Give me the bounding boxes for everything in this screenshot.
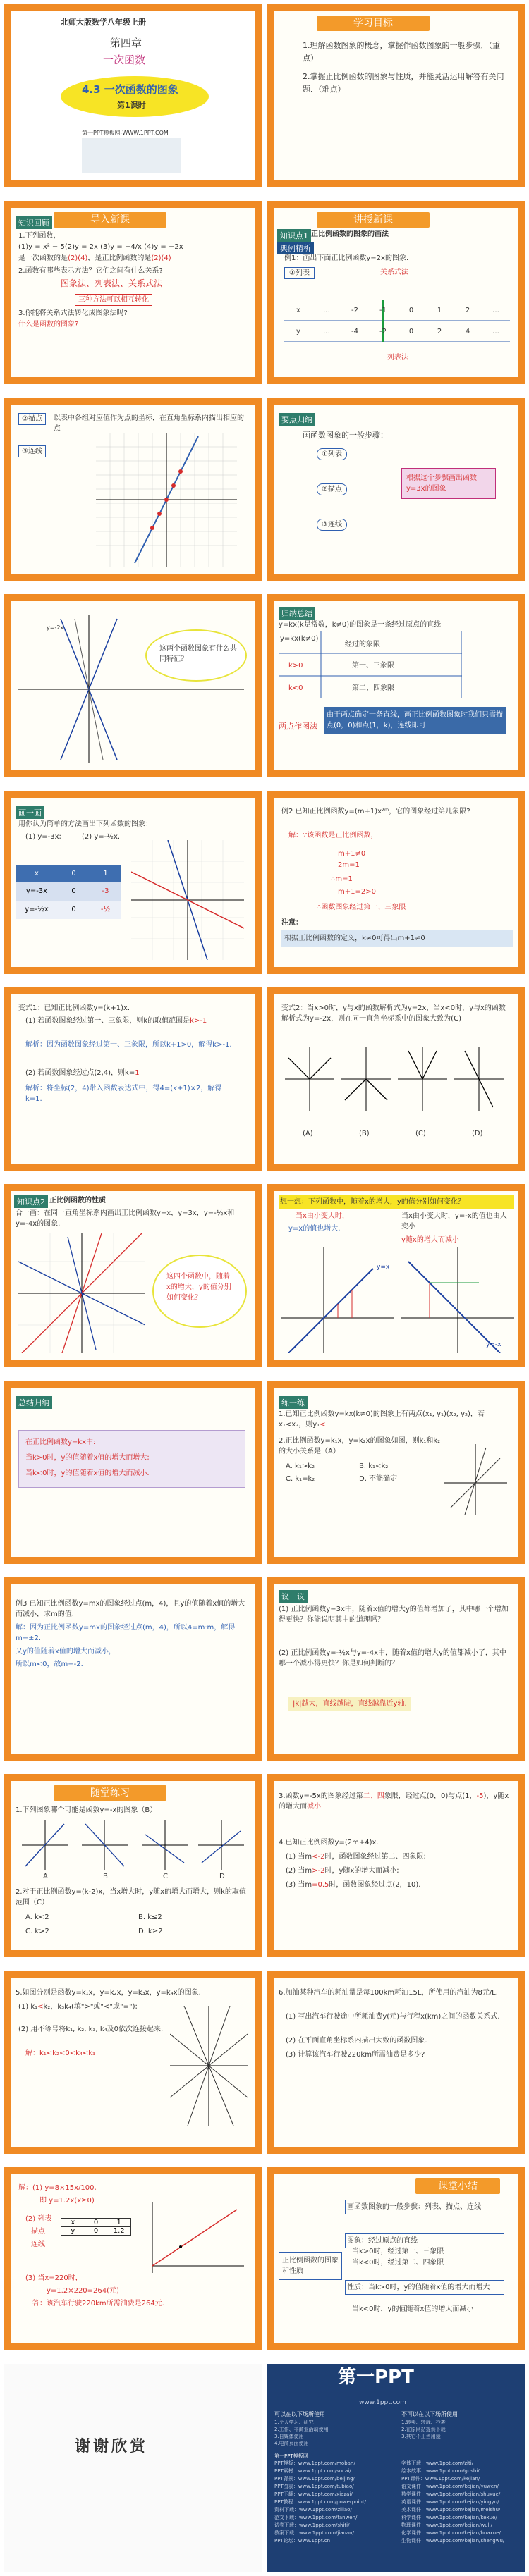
cell: 0 [93, 2227, 99, 2235]
section-title: 正比例函数的图象的画法 [311, 230, 389, 238]
link[interactable]: 科学课件：www.1ppt.com/kejian/kexue/ [401, 2515, 497, 2520]
q4a2: 时，函数图象经过第二、四象限; [324, 1853, 426, 1861]
cell: 1 [103, 870, 108, 877]
site-url: 第一PPT模板网-WWW.1PPT.COM [82, 130, 169, 136]
q1b-answer: (2)(4) [68, 254, 88, 262]
q4c2: 时，函数图象经过点(2，10). [329, 1881, 421, 1889]
f1: (1) y=-3x; [25, 833, 61, 841]
tag: 知识回顾 [16, 216, 52, 229]
slide-goals [267, 4, 525, 187]
slide-think [267, 1184, 525, 1367]
quad-negative: 第二、四象限 [352, 684, 394, 692]
bottom-illustration [82, 138, 181, 173]
link[interactable]: 语文课件：www.1ppt.com/kejian/yuwen/ [401, 2484, 499, 2489]
a4c: =0.5 [312, 1881, 329, 1889]
tag: 总结归纳 [16, 1396, 52, 1409]
example: 例2 已知正比例函数y=(m+1)x²ᵐ，它的图象经过第几象限? [281, 808, 470, 815]
link[interactable]: 英语课件：www.1ppt.com/kejian/yingyu/ [401, 2499, 499, 2505]
step2: ②描点 [18, 413, 46, 425]
a3: (3) 当x=220时， [25, 2274, 83, 2282]
col-header: 经过的象限 [345, 641, 380, 648]
b5: 性质：当k>0时，y的值随着x值的增大而增大 [345, 2280, 504, 2295]
a3c: 答：该汽车行驶220km所需油费是264元. [32, 2300, 164, 2307]
q3: 3.你能将关系式法转化成图象法吗? [18, 309, 128, 317]
option-graphs [281, 1044, 507, 1121]
cell: x [296, 307, 300, 314]
slide-summary-table [267, 594, 525, 777]
cell: y=-3x [25, 887, 48, 895]
q2: 2.函数有哪些表示方法？它们之间有什么关系? [18, 267, 163, 275]
goal-1: 1.理解函数图象的概念，掌握作函数图象的一般步骤．（重点） [303, 41, 500, 63]
item: 1.转卖、转载、抄袭 [401, 2420, 446, 2425]
tag: 练一练 [279, 1396, 308, 1409]
a2b: 描点 [31, 2228, 45, 2236]
opt-a: (A) [303, 1130, 313, 1138]
line-label: y=-2x [47, 624, 64, 631]
cell: 4 [465, 328, 470, 335]
data-table [16, 865, 121, 919]
link[interactable]: PPT论坛：www.1ppt.cn [274, 2538, 331, 2544]
link[interactable]: 生物课件：www.1ppt.com/kejian/shengwu/ [401, 2538, 505, 2544]
a2: (2) 列表 [25, 2215, 52, 2223]
label-a: A [43, 1873, 48, 1880]
f1: y=x [377, 1264, 390, 1271]
brand: 第一PPT [338, 2367, 414, 2388]
q2: (2) 正比例函数y=-½x与y=-4x中，随着x值的增大y的值都减小了，其中哪一个减小得更快？你是如何判断的？ [279, 1649, 506, 1668]
cell: y [296, 328, 300, 335]
q3-answer: 什么是函数的图象? [18, 321, 79, 328]
opt-b: (B) [359, 1130, 370, 1138]
q3: 3.函数y=-5x的图象经过第 [279, 1792, 363, 1800]
l4: y随x的增大而减小 [401, 1236, 459, 1244]
cell: 0 [71, 906, 76, 913]
slide-properties [4, 1184, 262, 1367]
solution: 解：∵该函数是正比例函数， [288, 832, 378, 839]
slide-example2 [267, 791, 525, 974]
a3c: 减小 [307, 1803, 321, 1811]
cell: -2 [379, 328, 387, 335]
slide-credits [267, 2364, 525, 2572]
a1: k>-1 [190, 1017, 207, 1025]
item: 2.在原网站提供下载 [401, 2427, 446, 2432]
left-head: 可以在以下场所使用 [274, 2411, 325, 2417]
opt-c: C. k>2 [25, 1928, 49, 1935]
sol3: 所以m<0，故m=-2. [16, 1660, 83, 1668]
answer: ∴函数图象经过第一、三象限 [317, 904, 406, 911]
link[interactable]: PPT课件：www.1ppt.com/kejian/ [401, 2476, 480, 2482]
cond1: m+1≠0 [338, 850, 366, 858]
q2: 2.对于正比例函数y=(k-2)x，当x增大时，y随x的增大而增大，则k的取值范围（C） [16, 1888, 246, 1906]
link[interactable]: 字体下载：www.1ppt.com/ziti/ [401, 2460, 474, 2466]
cell: x [71, 2219, 75, 2226]
slide-conclusion [4, 1381, 262, 1564]
slide-summary-steps [267, 398, 525, 581]
l1: 当x由小变大时， [296, 1212, 349, 1220]
slide-exercise1 [4, 1774, 262, 1957]
item: 2.工作、非商业活动使用 [274, 2427, 329, 2432]
a1: 解：(1) y=8×15x/100, [18, 2184, 97, 2192]
row-y [284, 326, 510, 337]
quad-positive: 第一、三象限 [352, 662, 394, 670]
step-b: ②描点 [317, 483, 347, 495]
links-col2 [401, 2460, 504, 2545]
b6: 当k<0时，y的值随着x值的增大而减小 [352, 2305, 474, 2313]
l3: 当x由小变大时，y=-x的值也由大变小 [401, 1212, 507, 1231]
cell: … [323, 307, 330, 314]
q1c: ，是正比例函数的是 [87, 254, 152, 262]
four-lines-graph [18, 1233, 145, 1353]
cell: 2 [437, 328, 442, 335]
q4b: (2) 当m [286, 1867, 312, 1875]
k-negative: k<0 [288, 684, 303, 692]
graph-y-negx [401, 1247, 514, 1353]
period: 第1课时 [117, 101, 146, 110]
link[interactable]: 试卷下载：www.1ppt.com/shiti/ [274, 2522, 350, 2528]
link[interactable]: PPT模板：www.1ppt.com/moban/ [274, 2460, 355, 2466]
tag: 典例精析 [277, 242, 314, 254]
slide-exercise3 [4, 1971, 262, 2154]
cost-graph [145, 2202, 244, 2273]
cell: 0 [71, 870, 76, 877]
q4c: (3) 当m [286, 1881, 312, 1889]
l3: 当k<0时，y的值随着x值的增大而减小. [25, 1469, 150, 1477]
a2c: 连线 [31, 2241, 45, 2248]
cell: -2 [351, 307, 358, 314]
exercise-graphs [18, 1820, 244, 1870]
slide-example1 [267, 201, 525, 384]
step-c: ③连线 [317, 519, 347, 531]
bubble-text: 这两个函数图象有什么共同特征？ [159, 645, 237, 663]
q2-mid: 三种方法可以相互转化 [75, 294, 152, 306]
header: 学习目标 [317, 16, 430, 31]
section-title: 正比例函数的性质 [49, 1197, 106, 1204]
header: 导入新课 [54, 212, 166, 228]
q1: 1.下列函数， [18, 232, 61, 240]
answer: |k|越大，直线越陡，直线越靠近y轴. [288, 1697, 411, 1711]
note: 根据正比例函数的定义，k≠0可得出m+1≠0 [281, 930, 513, 947]
cond2: 2m=1 [338, 861, 360, 869]
cell: 1 [116, 2219, 121, 2226]
q6c: (3) 计算该汽车行驶220km所需油费是多少? [286, 2051, 425, 2059]
cell: 0 [71, 887, 76, 895]
cell: … [323, 328, 330, 335]
relation-label: 关系式法 [380, 269, 408, 276]
l2: 当k>0时，y的值随着x值的增大而增大; [25, 1454, 150, 1462]
link[interactable]: 化学课件：www.1ppt.com/kejian/huaxue/ [401, 2530, 501, 2536]
tag: 要点归纳 [279, 413, 315, 426]
step-a: ①列表 [317, 448, 347, 460]
head: 想一想：下列函数中，随着x的增大，y的值分别如何变化？ [279, 1195, 514, 1209]
cell: -3 [102, 887, 109, 895]
tag: 议一议 [279, 1590, 308, 1603]
step3: ③连线 [18, 445, 46, 457]
a1b: 即 y=1.2x(x≥0) [39, 2197, 95, 2205]
q3c: )，y随x的增大而 [279, 1792, 509, 1811]
note-label: 注意： [281, 919, 303, 927]
a5a: < [37, 2003, 44, 2011]
link[interactable]: 范文下载：www.1ppt.com/fanwen/ [274, 2515, 358, 2520]
q4b2: 时，y随x的增大而减小; [324, 1867, 399, 1875]
item: 3.其它不正当用途 [401, 2434, 441, 2439]
bottom-note: 由于两点确定一条直线，画正比例函数图象时我们只需描点(0，0)和点(1，k)，连线即可 [324, 707, 506, 734]
section-tag: 知识点1 [277, 229, 311, 242]
slide-example3 [4, 1577, 262, 1761]
m-plus-1: m+1=2>0 [338, 888, 376, 896]
desc: 用你认为简单的方法画出下列函数的图象： [18, 820, 152, 828]
opt-d: D. k≥2 [138, 1928, 163, 1935]
link[interactable]: 教案下载：www.1ppt.com/jiaoan/ [274, 2530, 354, 2536]
item: 1.个人学习、研究 [274, 2420, 314, 2425]
unit: 一次函数 [103, 54, 146, 66]
l1: 在正比例函数y=kx中: [25, 1438, 96, 1446]
slide-practice1 [267, 1381, 525, 1564]
opt-c: C. k₁=k₂ [286, 1475, 315, 1483]
item: 4.电商页面使用 [274, 2441, 309, 2446]
cell: -4 [351, 328, 358, 335]
q1-functions: (1)y = x² − 5(2)y = 2x (3)y = −4/x (4)y = −2x [18, 243, 183, 251]
b1: 画函数图象的一般步骤：列表、描点、连线 [345, 2200, 504, 2214]
link[interactable]: PPT图表：www.1ppt.com/tubiao/ [274, 2484, 354, 2489]
head: y=kx(k是常数，k≠0)的图象是一条经过原点的直线 [279, 621, 442, 629]
cell: x [35, 870, 39, 877]
cell: 1 [437, 307, 442, 314]
b2: 图象：经过原点的直线 [345, 2233, 504, 2248]
q1: 1.下列图象哪个可能是函数y=-x的图象（B） [16, 1806, 157, 1814]
cell: -1 [379, 307, 387, 314]
link[interactable]: PPT背景：www.1ppt.com/beijing/ [274, 2476, 355, 2482]
section-tag: 知识点2 [14, 1195, 48, 1208]
a1: < [320, 1421, 326, 1429]
cell: … [492, 307, 499, 314]
opt-d: D. 不能确定 [359, 1475, 398, 1483]
q5a2: k₂，k₃ [43, 2003, 65, 2011]
opt-a: A. k₁>k₂ [286, 1462, 315, 1470]
q2-answer: 图象法、列表法、关系式法 [61, 278, 163, 288]
slide-title [4, 4, 262, 187]
cell: y [71, 2227, 75, 2235]
q1: 1.已知正比例函数y=kx(k≠0)的图象上有两点(x₁, y₁)(x₂, y₂)，若x₁<x₂，则y₁ [279, 1410, 485, 1429]
right-head: 不可以在以下场所使用 [401, 2411, 458, 2417]
slide-draw [4, 791, 262, 974]
tag: 归纳总结 [279, 607, 315, 620]
a3b: y=1.2×220=264(元) [47, 2287, 119, 2295]
q4a: (1) 当m [286, 1853, 312, 1861]
link[interactable]: 物理课件：www.1ppt.com/kejian/wuli/ [401, 2522, 492, 2528]
q1b: 是一次函数的是 [18, 254, 68, 262]
cell: 1.2 [113, 2227, 125, 2235]
a3a: 二、四 [363, 1792, 384, 1800]
q6b: (2) 在平面直角坐标系内描出大致的函数图象. [286, 2037, 427, 2045]
cell: 0 [93, 2219, 99, 2226]
desc: 合一画：在同一直角坐标系内画出正比例函数y=x，y=3x，y=-½x和y=-4x的图象. [16, 1209, 235, 1228]
example: 例1：画出下面正比例函数y=2x的图象. [284, 254, 409, 262]
draw-graph [131, 840, 244, 960]
cell: 2 [465, 307, 470, 314]
formula: y=kx(k≠0) [280, 635, 319, 643]
slide-compare-graphs [4, 594, 262, 777]
sol2: 又y的值随着x值的增大而减小， [16, 1648, 116, 1656]
cell: y=-½x [25, 906, 49, 913]
a4a: <-2 [312, 1853, 325, 1861]
bottom-label: 列表法 [387, 354, 408, 362]
cell: 0 [408, 307, 414, 314]
example: 例3 已知正比例函数y=mx的图象经过点(m，4)，且y的值随着x值的增大而减小，求m的值. [16, 1600, 245, 1618]
opt-b: B. k≤2 [138, 1913, 162, 1921]
brand-url: www.1ppt.com [359, 2399, 406, 2406]
slide-thanks [4, 2364, 262, 2572]
practice-graph [444, 1444, 507, 1515]
q2: 2.正比例函数y=k₁x，y=k₂x的图象如图，则k₁和k₂的大小关系是（A） [279, 1437, 441, 1455]
a4b: >-2 [312, 1867, 325, 1875]
slide-exercise4 [267, 1971, 525, 2154]
thanks: 谢谢欣赏 [75, 2438, 149, 2455]
slide-class-summary [267, 2167, 525, 2350]
slide-variant2 [267, 987, 525, 1171]
a5b: 解：k₁<k₂<0<k₄<k₃ [25, 2050, 96, 2057]
link[interactable]: PPT下载：www.1ppt.com/xiazai/ [274, 2491, 353, 2497]
label-b: B [103, 1873, 108, 1880]
root: 正比例函数的图象和性质 [279, 2252, 342, 2280]
slide-review [4, 201, 262, 384]
link[interactable]: 资料下载：www.1ppt.com/ziliao/ [274, 2507, 352, 2513]
link[interactable]: PPT素材：www.1ppt.com/sucai/ [274, 2468, 351, 2474]
note: 根据这个步骤画出函数y=3x的图象 [401, 468, 496, 499]
sol2: 解析：将坐标(2，4)带入函数表达式中，得4=(k+1)×2，解得k=1. [25, 1085, 222, 1103]
label-d: D [219, 1873, 225, 1880]
link[interactable]: 数学课件：www.1ppt.com/kejian/shuxue/ [401, 2491, 501, 2497]
slide-plot-steps [4, 398, 262, 581]
l2: y=x的值也增大. [288, 1225, 341, 1233]
q3b: 象限，经过点(0，0)与点(1， [384, 1792, 477, 1800]
cell: … [492, 328, 499, 335]
graph-yx [281, 1247, 394, 1353]
m-value: ∴m=1 [331, 875, 353, 883]
side-label: 两点作图法 [279, 722, 317, 731]
steps-title: 画函数图象的一般步骤： [303, 431, 388, 440]
q1: (1) 若函数图象经过第一、三象限，则k的取值范围是 [25, 1017, 190, 1025]
q6: 6.加油某种汽车的耗油量是每100km耗油15L，所使用的汽油为8元/L. [279, 1989, 498, 1997]
desc: 以表中各组对应值作为点的坐标，在直角坐标系内描出相应的点 [54, 414, 244, 433]
chapter: 第四章 [110, 37, 142, 49]
item: 3.自媒体使用 [274, 2434, 304, 2439]
sol1: 解析：因为函数图象经过第一、三象限，所以k+1>0，解得k>-1. [25, 1041, 232, 1049]
q5b: (2) 用不等号将k₁, k₂, k₃, k₄及0依次连接起来. [18, 2026, 164, 2033]
opt-b: B. k₁<k₂ [359, 1462, 389, 1470]
q5a: (1) k₁ [18, 2003, 38, 2011]
link[interactable]: PPT教程：www.1ppt.com/powerpoint/ [274, 2499, 366, 2505]
right-list [401, 2419, 446, 2440]
graph-y2x [96, 433, 237, 567]
cell: 0 [408, 328, 414, 335]
header: 课堂小结 [415, 2178, 500, 2194]
slide-variant1 [4, 987, 262, 1171]
title-ellipse [61, 76, 209, 117]
opt-a: A. k<2 [25, 1913, 49, 1921]
solution-table [61, 2218, 131, 2236]
left-list [274, 2419, 329, 2447]
q4: 4.已知正比例函数y=(2m+4)x. [279, 1839, 379, 1847]
links-head: 第一PPT模板网 [274, 2453, 308, 2459]
header: 讲授新课 [317, 212, 430, 228]
opt-d: (D) [472, 1130, 483, 1138]
f2: (2) y=-½x. [82, 833, 121, 841]
k-lines-graph [170, 2006, 248, 2126]
variant-title: 变式2：当x>0时，y与x的函数解析式为y=2x，当x<0时，y与x的函数解析式为y=-2x，则在同一直角坐标系中的图象大致为(C) [281, 1004, 506, 1023]
a2: 1 [135, 1069, 140, 1077]
label-c: C [163, 1873, 168, 1880]
q1: (1) 正比例函数y=3x中，随着x值的增大y的值都增加了，其中哪一个增加得更快？你能说明其中的道理吗？ [279, 1606, 509, 1624]
b4: 当k<0时，经过第二、四象限 [352, 2259, 444, 2267]
row-x [284, 305, 510, 316]
publisher: 北师大版数学八年级上册 [61, 18, 146, 27]
lesson-title: 4.3 一次函数的图象 [82, 83, 178, 96]
link[interactable]: 绘本故事：www.1ppt.com/gushi/ [401, 2468, 480, 2474]
f2: y=-x [486, 1341, 501, 1348]
link[interactable]: 美术课件：www.1ppt.com/kejian/meishu/ [401, 2507, 501, 2513]
opt-c: (C) [415, 1130, 426, 1138]
step1: ①列表 [284, 267, 315, 279]
q2: (2) 若函数图象经过点(2,4)，则k= [25, 1069, 135, 1077]
tag: 画一画 [16, 806, 44, 819]
q1c-answer: (2)(4) [151, 254, 171, 262]
links-col1 [274, 2460, 366, 2545]
bubble-text: 这四个函数中，随着x的增大，y的值分别如何变化？ [166, 1273, 231, 1302]
header: 随堂练习 [54, 1785, 166, 1801]
goal-2: 2.掌握正比例函数的图象与性质，并能灵活运用解答有关问题．（难点） [303, 72, 504, 94]
q5: 5.如图分别是函数y=k₁x，y=k₂x，y=k₃x，y=k₄x的图象. [16, 1989, 201, 1997]
variant-title: 变式1：已知正比例函数y=(k+1)x. [18, 1004, 130, 1012]
slide-solution [4, 2167, 262, 2350]
q5a3: k₄(填">"或"<"或"="); [64, 2003, 138, 2011]
sol1: 解：因为正比例函数y=mx的图象经过点(m，4)，所以4=m·m，解得m=±2. [16, 1624, 236, 1642]
slide-discuss [267, 1577, 525, 1761]
b3: 当k>0时，经过第一、三象限 [352, 2248, 444, 2255]
a3b: -5 [476, 1792, 484, 1800]
slide-exercise2 [267, 1774, 525, 1957]
q6a: (1) 写出汽车行驶途中所耗油费y(元)与行程x(km)之间的函数关系式. [286, 2013, 500, 2021]
k-positive: k>0 [288, 662, 303, 670]
cell: -½ [100, 906, 111, 913]
